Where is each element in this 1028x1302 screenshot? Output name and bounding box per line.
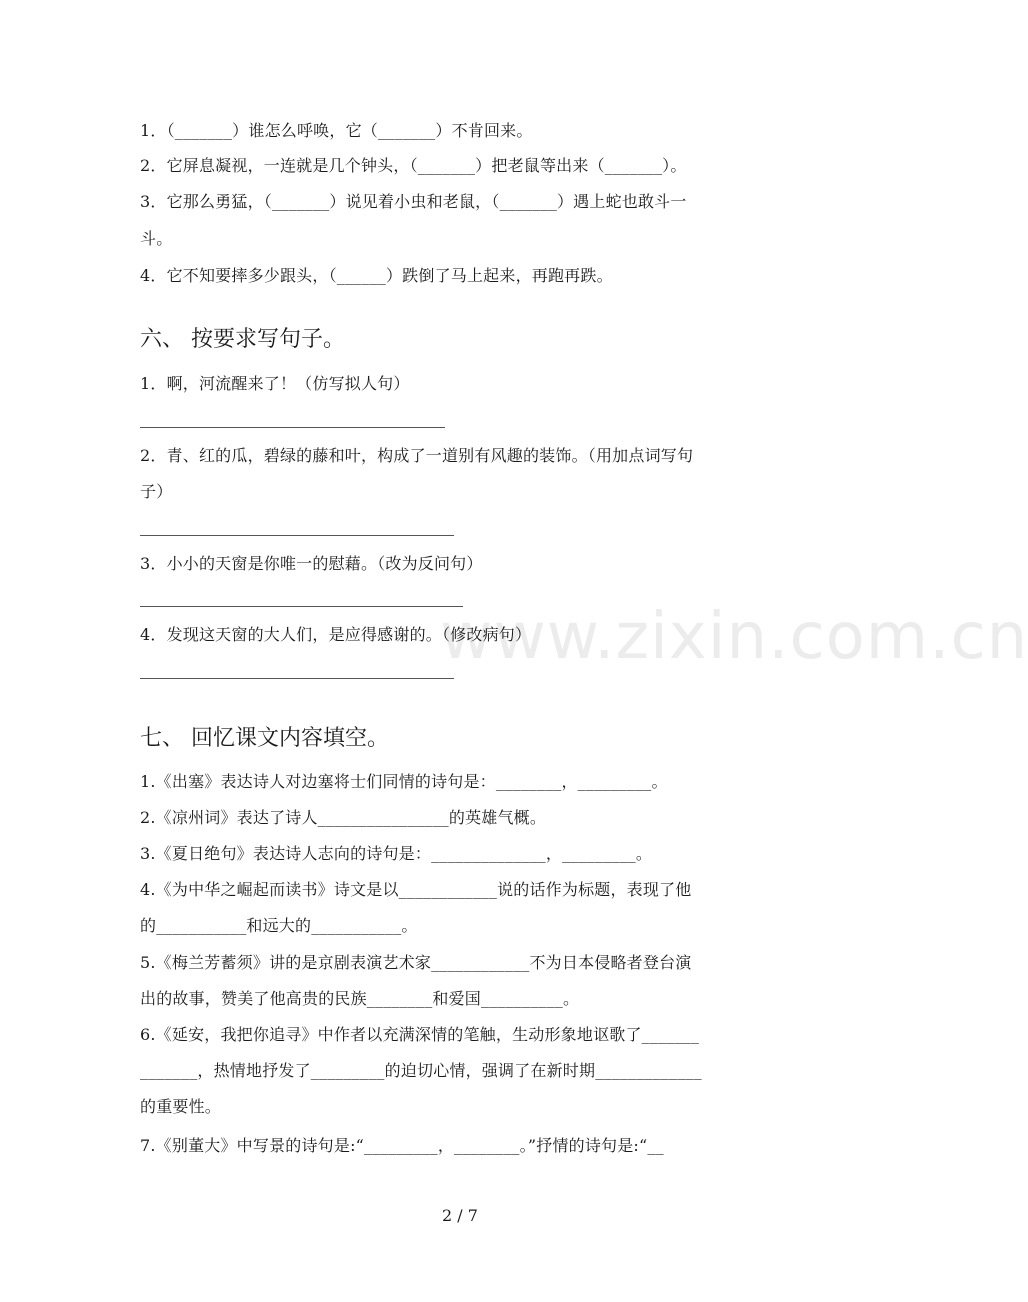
section6-item-2: 2．青、红的瓜，碧绿的藤和叶，构成了一道别有风趣的装饰。（用加点词写句 — [140, 446, 694, 465]
section7-item-6: 6.《延安，我把你追寻》中作者以充满深情的笔触，生动形象地讴歌了_______ — [140, 1025, 700, 1044]
part5-item-4: 4．它不知要摔多少跟头，（______）跌倒了马上起来，再跑再跌。 — [140, 266, 613, 285]
section7-item-7: 7.《别董大》中写景的诗句是:“_________，________。”抒情的诗句是:“__ — [140, 1136, 664, 1155]
page-number: 2 / 7 — [442, 1206, 478, 1225]
section6-item-3: 3．小小的天窗是你唯一的慰藉。（改为反问句） — [140, 554, 483, 573]
section7-item-3: 3.《夏日绝句》表达诗人志向的诗句是：______________，_________。 — [140, 844, 653, 863]
section7-item-5-cont: 出的故事，赞美了他高贵的民族________和爱国__________。 — [140, 989, 580, 1008]
section6-title: 六、 按要求写句子。 — [140, 327, 345, 352]
section7-item-6-cont2: 的重要性。 — [140, 1097, 222, 1116]
section6-item-1: 1．啊，河流醒来了！（仿写拟人句） — [140, 374, 410, 393]
answer-line-3[interactable] — [140, 606, 463, 607]
section7-item-2: 2.《凉州词》表达了诗人________________的英雄气概。 — [140, 808, 547, 827]
part5-item-2: 2．它屏息凝视，一连就是几个钟头，（_______）把老鼠等出来（_______）。 — [140, 156, 687, 175]
section6-item-4: 4．发现这天窗的大人们，是应得感谢的。（修改病句） — [140, 625, 532, 644]
section7-item-4-cont: 的___________和远大的___________。 — [140, 916, 418, 935]
part5-item-3-cont: 斗。 — [140, 229, 173, 248]
part5-item-1: 1．（_______）谁怎么呼唤，它（_______）不肯回来。 — [140, 121, 533, 140]
part5-item-3: 3．它那么勇猛，（_______）说见着小虫和老鼠，（_______）遇上蛇也敢斗一 — [140, 192, 687, 211]
answer-line-2[interactable] — [140, 535, 454, 536]
section7-item-6-cont: _______，热情地抒发了_________的迫切心情，强调了在新时期_____________ — [140, 1061, 702, 1080]
section6-item-2-cont: 子） — [140, 482, 173, 501]
watermark: www.zixin.com.cn — [440, 600, 1028, 674]
section7-item-1: 1.《出塞》表达诗人对边塞将士们同情的诗句是：________，_________。 — [140, 772, 668, 791]
answer-line-1[interactable] — [140, 427, 445, 428]
section7-item-5: 5.《梅兰芳蓄须》讲的是京剧表演艺术家____________不为日本侵略者登台演 — [140, 953, 692, 972]
answer-line-4[interactable] — [140, 678, 454, 679]
section7-title: 七、 回忆课文内容填空。 — [140, 726, 389, 751]
section7-item-4: 4.《为中华之崛起而读书》诗文是以____________说的话作为标题，表现了他 — [140, 880, 692, 899]
